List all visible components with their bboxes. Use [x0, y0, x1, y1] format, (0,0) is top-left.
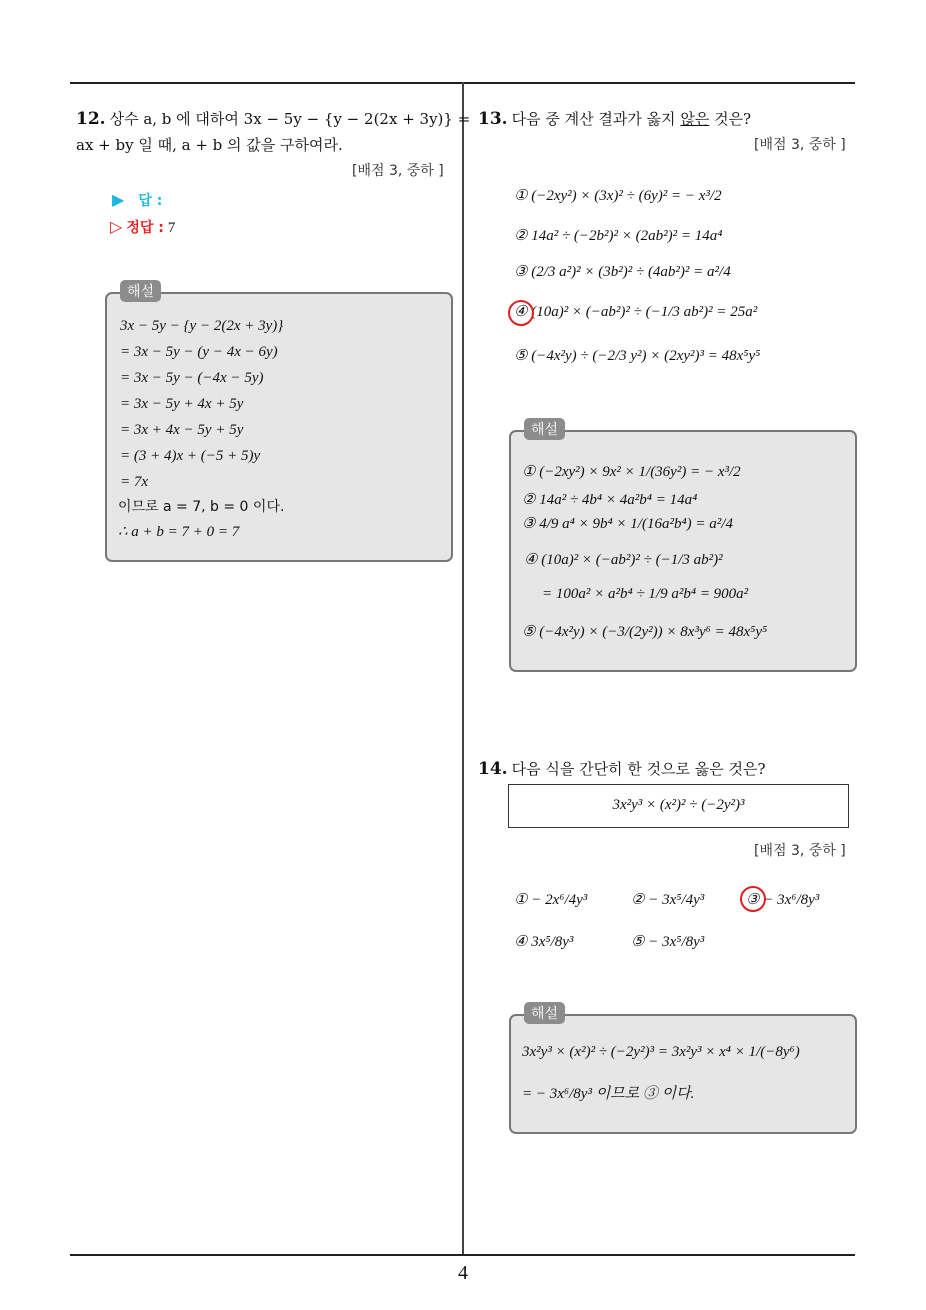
correct-value: 7 — [167, 220, 176, 236]
score-label: [배점 3, 중하 ] — [754, 843, 846, 859]
solution-line: ∴ a + b = 7 + 0 = 7 — [118, 524, 240, 540]
question-13-text — [478, 106, 858, 132]
question-12-text — [76, 106, 471, 158]
question-line-1: 상수 a, b 에 대하여 3x − 5y − {y − 2(2x + 3y)} = — [109, 110, 471, 128]
option-2[interactable]: ② − 3x⁵/4y³ — [631, 892, 705, 908]
solution-line: = 3x + 4x − 5y + 5y — [120, 422, 244, 438]
solution-line: = 3x − 5y − (y − 4x − 6y) — [120, 344, 278, 360]
solution-line: ② 14a² ÷ 4b⁴ × 4a²b⁴ = 14a⁴ — [522, 492, 698, 508]
option-4[interactable]: ④ (10a)² × (−ab²)² ÷ (−1/3 ab²)² = 25a² — [514, 304, 758, 320]
question-number: 12. — [76, 109, 106, 129]
option-3[interactable]: ③ (2/3 a²)² × (3b²)² ÷ (4ab²)² = a²/4 — [514, 264, 731, 280]
question-text-end: 것은? — [709, 110, 752, 128]
score-label: [배점 3, 중하 ] — [754, 137, 846, 153]
solution-box-14 — [509, 1014, 857, 1134]
option-4[interactable]: ④ 3x⁵/8y³ — [514, 934, 574, 950]
option-5[interactable]: ⑤ (−4x²y) ÷ (−2/3 y²) × (2xy²)³ = 48x⁵y⁵ — [514, 348, 761, 364]
solution-line: = − 3x⁶/8y³ 이므로 ③ 이다. — [522, 1086, 695, 1102]
solution-tag: 해설 — [524, 1002, 565, 1024]
solution-tag: 해설 — [120, 280, 161, 302]
question-text: 다음 중 계산 결과가 옳지 — [511, 110, 681, 128]
question-line-2: ax + by 일 때, a + b 의 값을 구하여라. — [76, 136, 343, 154]
question-14-text — [478, 756, 858, 782]
solution-line: = 7x — [120, 474, 149, 490]
play-triangle-icon: ▶ — [112, 190, 125, 209]
question-text: 다음 식을 간단히 한 것으로 옳은 것은? — [511, 760, 766, 778]
option-1[interactable]: ① − 2x⁶/4y³ — [514, 892, 588, 908]
column-divider — [462, 82, 464, 1256]
solution-line: = 100a² × a²b⁴ ÷ 1/9 a²b⁴ = 900a² — [542, 586, 749, 602]
answer-row — [112, 190, 162, 210]
option-2[interactable]: ② 14a² ÷ (−2b²)² × (2ab²)² = 14a⁴ — [514, 228, 723, 244]
outline-triangle-icon: ▷ — [110, 217, 123, 236]
solution-line: = (3 + 4)x + (−5 + 5)y — [120, 448, 261, 464]
solution-line: ① (−2xy²) × 9x² × 1/(36y²) = − x³/2 — [522, 464, 741, 480]
correct-answer-row — [110, 217, 175, 237]
solution-line: 이므로 a = 7, b = 0 이다. — [118, 499, 285, 515]
solution-line: ④ (10a)² × (−ab²)² ÷ (−1/3 ab²)² — [524, 552, 723, 568]
solution-line: ③ 4/9 a⁴ × 9b⁴ × 1/(16a²b⁴) = a²/4 — [522, 516, 733, 532]
question-number: 13. — [478, 109, 508, 129]
solution-tag: 해설 — [524, 418, 565, 440]
option-3[interactable]: ③ − 3x⁶/8y³ — [746, 892, 820, 908]
answer-mark-circle — [740, 886, 766, 912]
solution-line: = 3x − 5y + 4x + 5y — [120, 396, 244, 412]
solution-line: ⑤ (−4x²y) × (−3/(2y²)) × 8x³y⁶ = 48x⁵y⁵ — [522, 624, 768, 640]
solution-line: = 3x − 5y − (−4x − 5y) — [120, 370, 264, 386]
page-number: 4 — [458, 1262, 468, 1284]
correct-label: 정답 : — [126, 220, 164, 236]
question-number: 14. — [478, 759, 508, 779]
option-1[interactable]: ① (−2xy²) × (3x)² ÷ (6y)² = − x³/2 — [514, 188, 722, 204]
question-emphasis: 않은 — [680, 110, 710, 128]
footer-rule — [70, 1254, 855, 1256]
answer-label: 답 : — [138, 193, 163, 209]
expression-box: 3x²y³ × (x²)² ÷ (−2y²)³ — [508, 784, 849, 828]
solution-line: 3x²y³ × (x²)² ÷ (−2y²)³ = 3x²y³ × x⁴ × 1/(−8y⁶) — [522, 1044, 800, 1060]
option-5[interactable]: ⑤ − 3x⁵/8y³ — [631, 934, 705, 950]
solution-line: 3x − 5y − {y − 2(2x + 3y)} — [120, 318, 284, 334]
answer-mark-circle — [508, 300, 534, 326]
score-label: [배점 3, 중하 ] — [352, 163, 444, 179]
